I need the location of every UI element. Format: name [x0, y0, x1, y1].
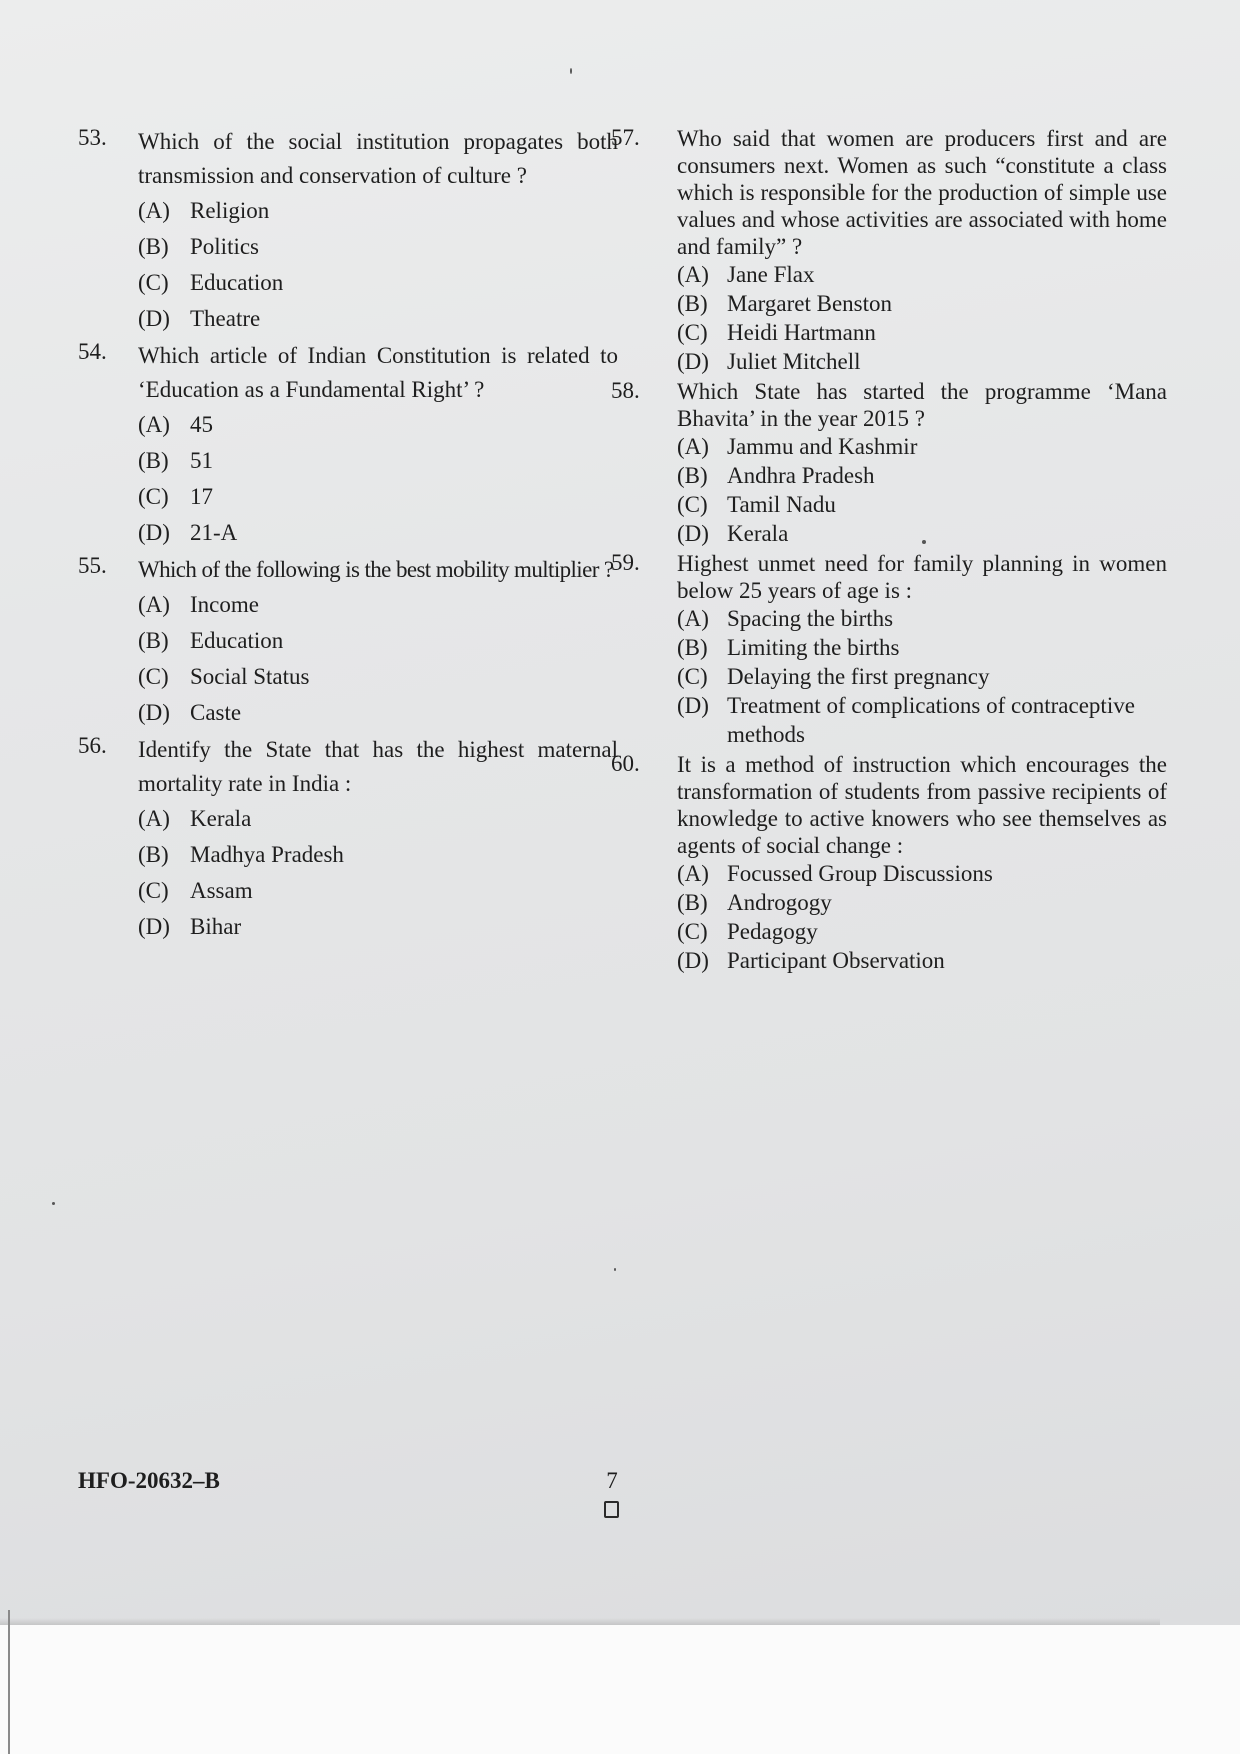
option-text: 21-A [190, 520, 238, 545]
answer-option [677, 662, 1167, 691]
answer-option [677, 917, 1167, 946]
question-number: 59. [611, 550, 640, 575]
option-letter: (B) [677, 635, 708, 660]
option-text: Delaying the first pregnancy [727, 664, 990, 689]
answer-option [677, 347, 1167, 376]
scan-background [0, 1625, 1240, 1754]
option-text: Jammu and Kashmir [727, 434, 918, 459]
answer-option [138, 659, 618, 695]
answer-option [138, 265, 618, 301]
page-number: 7 [606, 1468, 618, 1493]
option-text: Assam [190, 878, 253, 903]
answer-option [677, 432, 1167, 461]
scan-speck [570, 68, 572, 74]
question-57 [611, 125, 1167, 376]
option-letter: (A) [138, 806, 170, 831]
left-column [78, 125, 618, 947]
option-text: Tamil Nadu [727, 492, 836, 517]
answer-option [677, 490, 1167, 519]
question-number: 58. [611, 378, 640, 403]
answer-option [677, 461, 1167, 490]
option-letter: (C) [138, 664, 169, 689]
answer-option [138, 193, 618, 229]
scan-edge-line [8, 1610, 10, 1754]
question-text: Which State has started the programme ‘Mana Bhavita’ in the year 2015 ? [677, 379, 1167, 431]
option-text: Kerala [190, 806, 252, 831]
answer-option [677, 289, 1167, 318]
option-text: Theatre [190, 306, 261, 331]
answer-option [677, 260, 1167, 289]
option-text: Margaret Benston [727, 291, 893, 316]
question-text: Identify the State that has the highest maternal mortality rate in India : [138, 737, 618, 796]
option-text: Education [190, 270, 284, 295]
option-letter: (C) [677, 664, 708, 689]
answer-option [677, 888, 1167, 917]
option-text: Treatment of complications of contraceptive methods [727, 693, 1135, 747]
answer-options [677, 859, 1167, 975]
answer-options [677, 432, 1167, 548]
option-letter: (D) [138, 306, 170, 331]
question-text: Who said that women are producers first and are consumers next. Women as such “constitute a class which is responsible for the production of simple use values and whose activities are associated with home and family” ? [677, 126, 1167, 259]
answer-option [138, 479, 618, 515]
option-letter: (A) [677, 262, 709, 287]
question-number: 53. [78, 125, 107, 150]
scan-speck [614, 1268, 616, 1271]
answer-options [677, 260, 1167, 376]
answer-option [138, 407, 618, 443]
scan-speck [52, 1202, 55, 1205]
answer-options [138, 587, 618, 731]
option-letter: (A) [677, 434, 709, 459]
answer-option [138, 837, 618, 873]
option-text: 17 [190, 484, 213, 509]
answer-option [138, 229, 618, 265]
option-letter: (D) [138, 700, 170, 725]
question-59 [611, 550, 1167, 749]
option-text: Religion [190, 198, 270, 223]
right-column [611, 125, 1167, 977]
option-letter: (D) [677, 693, 709, 718]
option-text: Focussed Group Discussions [727, 861, 993, 886]
option-letter: (C) [677, 919, 708, 944]
option-letter: (D) [138, 520, 170, 545]
question-58 [611, 378, 1167, 548]
option-letter: (A) [138, 412, 170, 437]
option-text: Bihar [190, 914, 242, 939]
option-text: Limiting the births [727, 635, 900, 660]
option-letter: (A) [138, 592, 170, 617]
option-text: 45 [190, 412, 213, 437]
answer-options [677, 604, 1167, 749]
option-text: 51 [190, 448, 213, 473]
question-text: Which article of Indian Constitution is related to ‘Education as a Fundamental Right’ ? [138, 343, 618, 402]
question-53 [78, 125, 618, 337]
option-letter: (C) [677, 320, 708, 345]
question-text: Highest unmet need for family planning in women below 25 years of age is : [677, 551, 1167, 603]
option-letter: (D) [138, 914, 170, 939]
option-text: Androgogy [727, 890, 832, 915]
option-text: Juliet Mitchell [727, 349, 861, 374]
answer-option [677, 604, 1167, 633]
question-text: Which of the following is the best mobility multiplier ? [138, 557, 614, 582]
question-number: 57. [611, 125, 640, 150]
option-letter: (C) [138, 878, 169, 903]
option-text: Jane Flax [727, 262, 815, 287]
option-text: Social Status [190, 664, 310, 689]
option-letter: (C) [677, 492, 708, 517]
option-text: Income [190, 592, 259, 617]
answer-option [677, 946, 1167, 975]
question-text: It is a method of instruction which encourages the transformation of students from passive recipients of knowledge to active knowers who see themselves as agents of social change : [677, 752, 1167, 858]
option-letter: (B) [138, 234, 169, 259]
question-number: 54. [78, 339, 107, 364]
option-letter: (A) [677, 606, 709, 631]
answer-option [138, 873, 618, 909]
answer-options [138, 407, 618, 551]
question-55 [78, 553, 618, 731]
question-number: 60. [611, 751, 640, 776]
option-letter: (C) [138, 270, 169, 295]
option-letter: (B) [677, 291, 708, 316]
answer-option [138, 695, 618, 731]
option-text: Education [190, 628, 284, 653]
option-letter: (B) [138, 448, 169, 473]
answer-options [138, 801, 618, 945]
question-text: Which of the social institution propagates both transmission and conservation of culture ? [138, 129, 618, 188]
page-marker-box [604, 1501, 619, 1518]
option-text: Andhra Pradesh [727, 463, 875, 488]
option-text: Kerala [727, 521, 789, 546]
answer-option [138, 301, 618, 337]
option-text: Spacing the births [727, 606, 894, 631]
option-letter: (D) [677, 521, 709, 546]
option-letter: (B) [677, 463, 708, 488]
answer-option [677, 633, 1167, 662]
question-56 [78, 733, 618, 945]
question-number: 56. [78, 733, 107, 758]
question-number: 55. [78, 553, 107, 578]
option-text: Participant Observation [727, 948, 945, 973]
answer-option [138, 515, 618, 551]
option-letter: (D) [677, 349, 709, 374]
option-text: Politics [190, 234, 260, 259]
answer-option [677, 519, 1167, 548]
option-letter: (B) [138, 842, 169, 867]
option-letter: (C) [138, 484, 169, 509]
paper-code: HFO-20632–B [78, 1468, 220, 1493]
answer-option [138, 587, 618, 623]
option-letter: (B) [677, 890, 708, 915]
answer-option [138, 443, 618, 479]
option-letter: (B) [138, 628, 169, 653]
answer-options [138, 193, 618, 337]
option-letter: (A) [138, 198, 170, 223]
option-letter: (A) [677, 861, 709, 886]
option-text: Heidi Hartmann [727, 320, 876, 345]
option-text: Pedagogy [727, 919, 818, 944]
answer-option [677, 859, 1167, 888]
option-letter: (D) [677, 948, 709, 973]
question-60 [611, 751, 1167, 975]
answer-option [138, 623, 618, 659]
option-text: Madhya Pradesh [190, 842, 344, 867]
question-54 [78, 339, 618, 551]
answer-option [677, 691, 1167, 749]
answer-option [138, 801, 618, 837]
answer-option [138, 909, 618, 945]
answer-option [677, 318, 1167, 347]
option-text: Caste [190, 700, 242, 725]
